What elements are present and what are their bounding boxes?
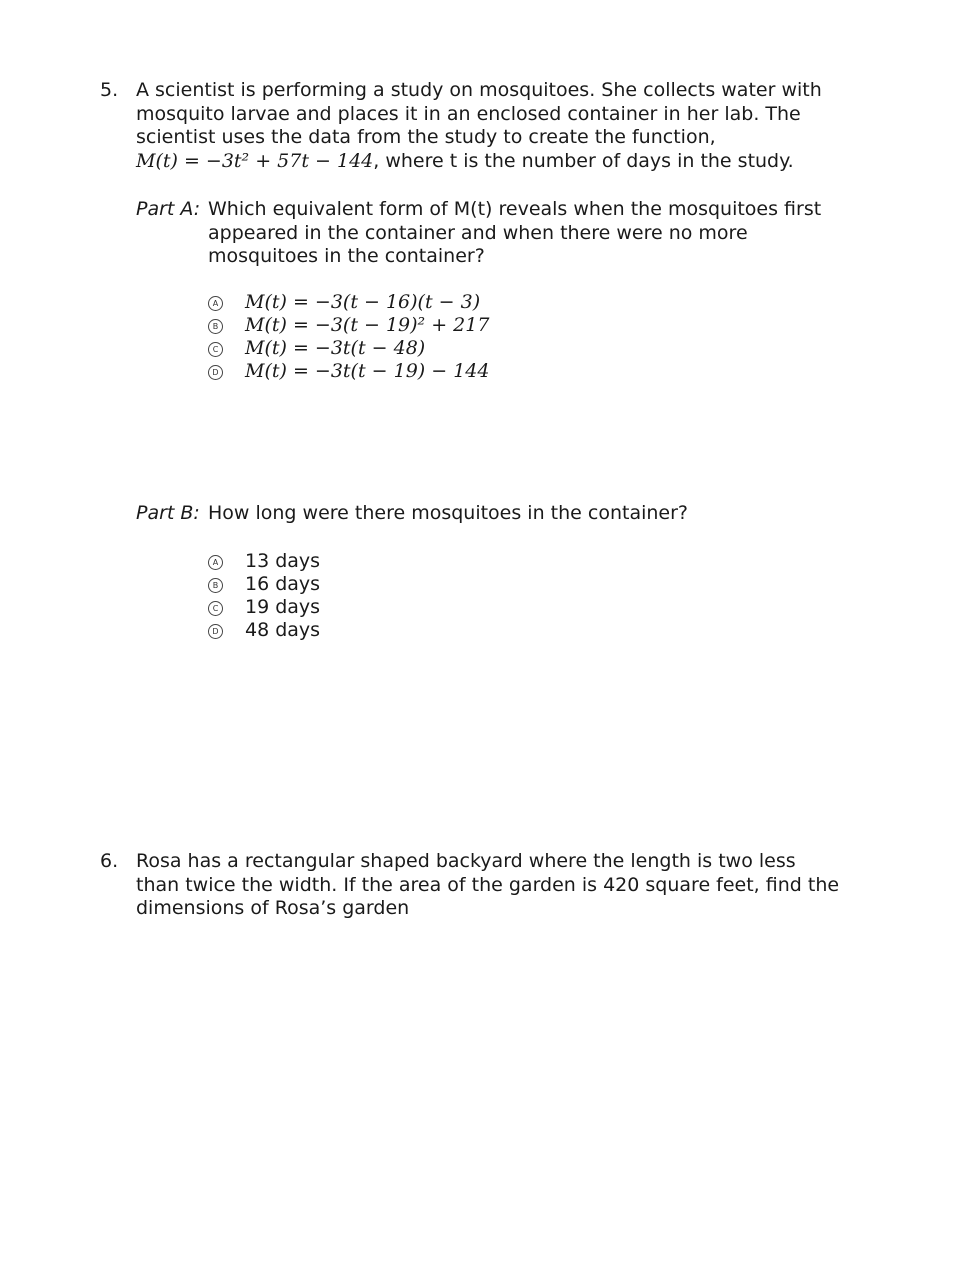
question-line-rest: , where t is the number of days in the study. [373, 149, 794, 172]
bubble-c-icon[interactable]: C [208, 601, 223, 616]
bubble-a-icon[interactable]: A [208, 296, 223, 311]
question-line [136, 150, 870, 174]
question-6 [100, 850, 870, 921]
part-a-line: Which equivalent form of M(t) reveals when the mosquitoes first [208, 198, 822, 220]
choice-text: 13 days [245, 550, 321, 572]
choice-text: 48 days [245, 619, 321, 641]
question-line: Rosa has a rectangular shaped backyard where the length is two less [136, 850, 796, 872]
bubble-a-icon[interactable]: A [208, 555, 223, 570]
part-a-line: appeared in the container and when there were no more [208, 221, 748, 244]
part-b-label: Part B: [136, 502, 200, 524]
question-text [136, 79, 870, 173]
choice-text: 19 days [245, 596, 321, 618]
choice-text: M(t) = −3t(t − 19) − 144 [245, 360, 490, 382]
choice-text: M(t) = −3t(t − 48) [245, 337, 426, 359]
question-line: than twice the width. If the area of the garden is 420 square feet, find the [136, 873, 840, 896]
question-line: mosquito larvae and places it in an enclosed container in her lab. The [136, 102, 801, 125]
part-b [136, 502, 856, 526]
question-number: 6. [100, 850, 119, 872]
choice-text: M(t) = −3(t − 16)(t − 3) [245, 291, 481, 313]
question-number: 5. [100, 79, 119, 101]
question-line: dimensions of Rosa’s garden [136, 897, 410, 919]
bubble-b-icon[interactable]: B [208, 578, 223, 593]
question-text [136, 850, 870, 921]
question-5 [100, 79, 870, 173]
bubble-d-icon[interactable]: D [208, 624, 223, 639]
function-formula: M(t) = −3t² + 57t − 144 [136, 149, 374, 172]
bubble-d-icon[interactable]: D [208, 365, 223, 380]
choice-text: M(t) = −3(t − 19)² + 217 [245, 314, 490, 336]
bubble-b-icon[interactable]: B [208, 319, 223, 334]
part-b-question: How long were there mosquitoes in the container? [208, 502, 689, 524]
part-a-label: Part A: [136, 198, 201, 220]
question-line: scientist uses the data from the study to create the function, [136, 126, 716, 148]
question-line: A scientist is performing a study on mosquitoes. She collects water with [136, 79, 822, 101]
part-a [136, 198, 856, 269]
part-a-question [208, 198, 856, 269]
bubble-c-icon[interactable]: C [208, 342, 223, 357]
part-a-line: mosquitoes in the container? [208, 245, 485, 267]
choice-text: 16 days [245, 573, 321, 595]
